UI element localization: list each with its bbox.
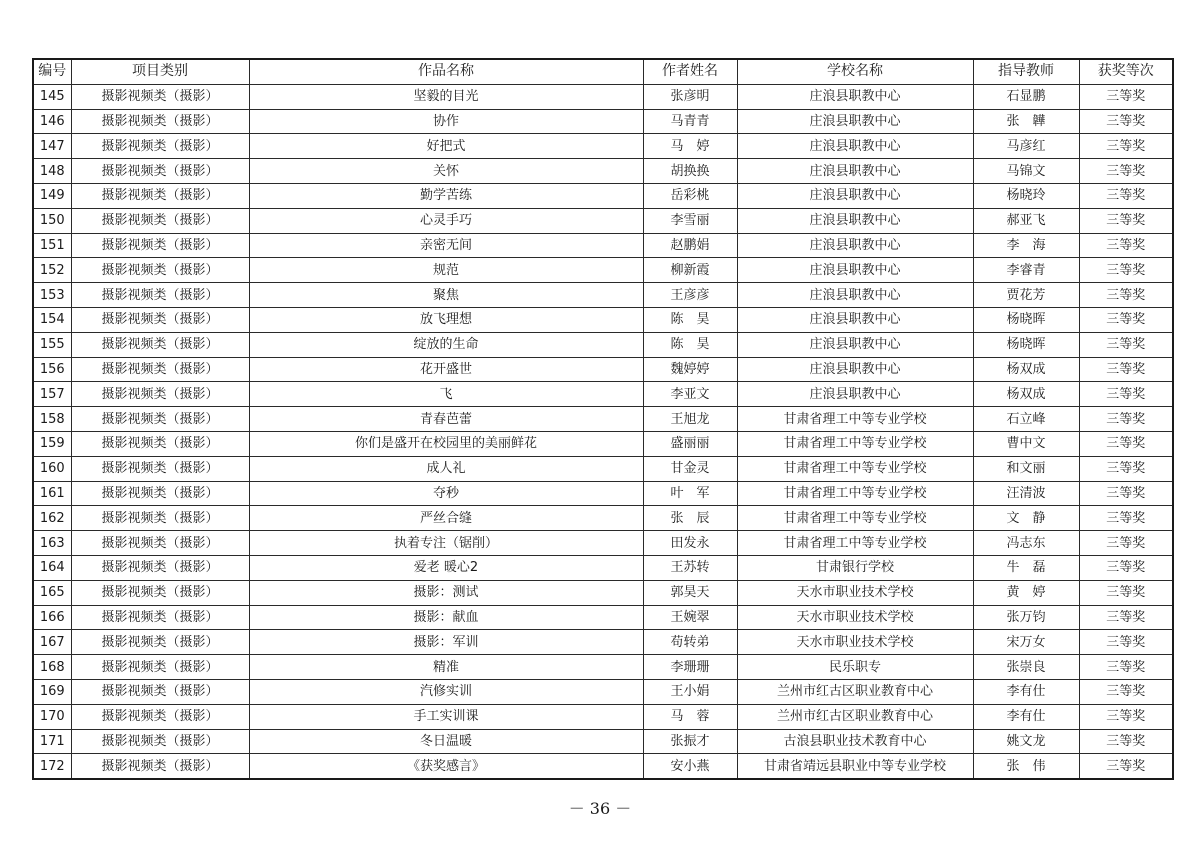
cell-author: 王彦彦 [643,283,737,308]
cell-instructor: 张 韡 [973,109,1079,134]
cell-award-level: 三等奖 [1079,630,1173,655]
table-row [33,431,1173,456]
cell-school: 天水市职业技术学校 [737,605,973,630]
cell-author: 李珊珊 [643,655,737,680]
cell-number: 163 [33,531,71,556]
cell-award-level: 三等奖 [1079,605,1173,630]
cell-category: 摄影视频类（摄影） [71,679,249,704]
cell-author: 王小娟 [643,679,737,704]
cell-award-level: 三等奖 [1079,109,1173,134]
cell-category: 摄影视频类（摄影） [71,729,249,754]
cell-instructor: 黄 婷 [973,580,1079,605]
cell-category: 摄影视频类（摄影） [71,208,249,233]
cell-school: 甘肃省理工中等专业学校 [737,407,973,432]
cell-instructor: 和文丽 [973,456,1079,481]
table-row [33,704,1173,729]
cell-award-level: 三等奖 [1079,283,1173,308]
cell-work-title: 爱老 暖心2 [249,555,643,580]
cell-category: 摄影视频类（摄影） [71,134,249,159]
cell-award-level: 三等奖 [1079,357,1173,382]
cell-work-title: 聚焦 [249,283,643,308]
cell-instructor: 李 海 [973,233,1079,258]
cell-instructor: 曹中文 [973,431,1079,456]
cell-number: 166 [33,605,71,630]
cell-number: 155 [33,332,71,357]
cell-category: 摄影视频类（摄影） [71,233,249,258]
cell-award-level: 三等奖 [1079,555,1173,580]
cell-award-level: 三等奖 [1079,183,1173,208]
table-row [33,481,1173,506]
cell-author: 盛丽丽 [643,431,737,456]
table-row [33,233,1173,258]
cell-category: 摄影视频类（摄影） [71,531,249,556]
cell-number: 168 [33,655,71,680]
table-row [33,183,1173,208]
award-table-container [32,58,1172,780]
cell-school: 古浪县职业技术教育中心 [737,729,973,754]
table-row [33,555,1173,580]
cell-school: 庄浪县职教中心 [737,307,973,332]
cell-author: 郭昊天 [643,580,737,605]
header-award-level: 获奖等次 [1079,59,1173,84]
cell-category: 摄影视频类（摄影） [71,605,249,630]
cell-author: 魏婷婷 [643,357,737,382]
cell-award-level: 三等奖 [1079,580,1173,605]
cell-work-title: 执着专注（锯削） [249,531,643,556]
table-row [33,531,1173,556]
header-school: 学校名称 [737,59,973,84]
cell-award-level: 三等奖 [1079,307,1173,332]
cell-work-title: 飞 [249,382,643,407]
cell-work-title: 勤学苦练 [249,183,643,208]
cell-work-title: 协作 [249,109,643,134]
cell-school: 庄浪县职教中心 [737,332,973,357]
cell-award-level: 三等奖 [1079,754,1173,779]
cell-work-title: 摄影：测试 [249,580,643,605]
cell-work-title: 夺秒 [249,481,643,506]
cell-school: 甘肃省理工中等专业学校 [737,456,973,481]
cell-school: 庄浪县职教中心 [737,283,973,308]
cell-award-level: 三等奖 [1079,431,1173,456]
cell-instructor: 李睿青 [973,258,1079,283]
cell-school: 庄浪县职教中心 [737,183,973,208]
cell-school: 兰州市红古区职业教育中心 [737,679,973,704]
cell-school: 庄浪县职教中心 [737,84,973,109]
cell-category: 摄影视频类（摄影） [71,580,249,605]
header-category: 项目类别 [71,59,249,84]
table-row [33,407,1173,432]
cell-instructor: 马锦文 [973,159,1079,184]
table-row [33,580,1173,605]
cell-number: 171 [33,729,71,754]
cell-work-title: 成人礼 [249,456,643,481]
header-author: 作者姓名 [643,59,737,84]
cell-number: 160 [33,456,71,481]
cell-instructor: 马彦红 [973,134,1079,159]
cell-award-level: 三等奖 [1079,456,1173,481]
cell-school: 民乐职专 [737,655,973,680]
cell-instructor: 李有仕 [973,679,1079,704]
table-row [33,109,1173,134]
cell-award-level: 三等奖 [1079,332,1173,357]
cell-number: 153 [33,283,71,308]
cell-author: 王婉翠 [643,605,737,630]
table-row [33,283,1173,308]
cell-work-title: 放飞理想 [249,307,643,332]
cell-author: 岳彩桃 [643,183,737,208]
cell-instructor: 文 静 [973,506,1079,531]
cell-author: 柳新霞 [643,258,737,283]
cell-instructor: 杨晓晖 [973,307,1079,332]
table-row [33,307,1173,332]
table-row [33,630,1173,655]
award-table [32,58,1174,780]
cell-work-title: 冬日温暖 [249,729,643,754]
table-row [33,84,1173,109]
cell-number: 151 [33,233,71,258]
cell-instructor: 杨双成 [973,382,1079,407]
cell-work-title: 关怀 [249,159,643,184]
cell-author: 马青青 [643,109,737,134]
cell-number: 156 [33,357,71,382]
cell-author: 苟转弟 [643,630,737,655]
cell-award-level: 三等奖 [1079,531,1173,556]
cell-school: 甘肃省理工中等专业学校 [737,531,973,556]
cell-category: 摄影视频类（摄影） [71,655,249,680]
cell-author: 甘金灵 [643,456,737,481]
cell-work-title: 心灵手巧 [249,208,643,233]
cell-instructor: 贾花芳 [973,283,1079,308]
cell-number: 161 [33,481,71,506]
cell-work-title: 摄影：军训 [249,630,643,655]
cell-number: 154 [33,307,71,332]
cell-school: 庄浪县职教中心 [737,159,973,184]
cell-instructor: 郝亚飞 [973,208,1079,233]
cell-number: 158 [33,407,71,432]
cell-work-title: 青春芭蕾 [249,407,643,432]
cell-author: 张彦明 [643,84,737,109]
cell-instructor: 张 伟 [973,754,1079,779]
cell-instructor: 张万钧 [973,605,1079,630]
cell-instructor: 冯志东 [973,531,1079,556]
table-row [33,258,1173,283]
cell-instructor: 石立峰 [973,407,1079,432]
cell-award-level: 三等奖 [1079,382,1173,407]
cell-award-level: 三等奖 [1079,407,1173,432]
cell-number: 148 [33,159,71,184]
cell-number: 170 [33,704,71,729]
cell-author: 马 婷 [643,134,737,159]
cell-work-title: 规范 [249,258,643,283]
table-row [33,357,1173,382]
cell-author: 王旭龙 [643,407,737,432]
table-row [33,754,1173,779]
table-row [33,655,1173,680]
cell-category: 摄影视频类（摄影） [71,283,249,308]
cell-school: 甘肃省理工中等专业学校 [737,506,973,531]
cell-category: 摄影视频类（摄影） [71,307,249,332]
cell-category: 摄影视频类（摄影） [71,357,249,382]
table-row [33,506,1173,531]
cell-number: 152 [33,258,71,283]
cell-category: 摄影视频类（摄影） [71,109,249,134]
cell-category: 摄影视频类（摄影） [71,456,249,481]
header-number: 编号 [33,59,71,84]
cell-work-title: 绽放的生命 [249,332,643,357]
cell-instructor: 姚文龙 [973,729,1079,754]
cell-author: 张振才 [643,729,737,754]
cell-number: 157 [33,382,71,407]
table-row [33,605,1173,630]
cell-number: 169 [33,679,71,704]
cell-category: 摄影视频类（摄影） [71,159,249,184]
cell-author: 陈 昊 [643,332,737,357]
cell-number: 149 [33,183,71,208]
table-row [33,729,1173,754]
cell-school: 庄浪县职教中心 [737,357,973,382]
cell-instructor: 牛 磊 [973,555,1079,580]
cell-category: 摄影视频类（摄影） [71,258,249,283]
cell-award-level: 三等奖 [1079,134,1173,159]
cell-author: 李亚文 [643,382,737,407]
cell-work-title: 汽修实训 [249,679,643,704]
cell-school: 庄浪县职教中心 [737,382,973,407]
cell-instructor: 杨双成 [973,357,1079,382]
cell-school: 甘肃银行学校 [737,555,973,580]
cell-author: 张 辰 [643,506,737,531]
cell-instructor: 汪清波 [973,481,1079,506]
cell-instructor: 杨晓玲 [973,183,1079,208]
cell-work-title: 严丝合缝 [249,506,643,531]
cell-category: 摄影视频类（摄影） [71,481,249,506]
cell-category: 摄影视频类（摄影） [71,332,249,357]
table-row [33,382,1173,407]
cell-number: 167 [33,630,71,655]
cell-number: 150 [33,208,71,233]
cell-number: 164 [33,555,71,580]
cell-author: 王苏转 [643,555,737,580]
cell-author: 叶 军 [643,481,737,506]
table-row [33,134,1173,159]
cell-author: 李雪丽 [643,208,737,233]
cell-author: 安小燕 [643,754,737,779]
cell-school: 庄浪县职教中心 [737,109,973,134]
cell-category: 摄影视频类（摄影） [71,183,249,208]
cell-number: 147 [33,134,71,159]
cell-award-level: 三等奖 [1079,159,1173,184]
cell-category: 摄影视频类（摄影） [71,704,249,729]
cell-number: 146 [33,109,71,134]
cell-instructor: 李有仕 [973,704,1079,729]
cell-author: 田发永 [643,531,737,556]
cell-number: 145 [33,84,71,109]
page-number: － 36 － [568,799,632,818]
cell-award-level: 三等奖 [1079,258,1173,283]
cell-number: 159 [33,431,71,456]
cell-work-title: 手工实训课 [249,704,643,729]
cell-work-title: 亲密无间 [249,233,643,258]
cell-author: 赵鹏娟 [643,233,737,258]
cell-category: 摄影视频类（摄影） [71,431,249,456]
cell-school: 甘肃省靖远县职业中等专业学校 [737,754,973,779]
cell-school: 庄浪县职教中心 [737,258,973,283]
cell-author: 陈 昊 [643,307,737,332]
cell-category: 摄影视频类（摄影） [71,630,249,655]
cell-category: 摄影视频类（摄影） [71,84,249,109]
cell-category: 摄影视频类（摄影） [71,506,249,531]
cell-work-title: 精准 [249,655,643,680]
cell-work-title: 你们是盛开在校园里的美丽鲜花 [249,431,643,456]
table-row [33,456,1173,481]
cell-author: 胡换换 [643,159,737,184]
cell-work-title: 好把式 [249,134,643,159]
cell-instructor: 杨晓晖 [973,332,1079,357]
table-row [33,208,1173,233]
header-instructor: 指导教师 [973,59,1079,84]
cell-author: 马 蓉 [643,704,737,729]
cell-award-level: 三等奖 [1079,655,1173,680]
table-row [33,159,1173,184]
cell-category: 摄影视频类（摄影） [71,407,249,432]
table-header-row [33,59,1173,84]
cell-number: 162 [33,506,71,531]
cell-work-title: 坚毅的目光 [249,84,643,109]
cell-work-title: 花开盛世 [249,357,643,382]
table-row [33,332,1173,357]
cell-school: 兰州市红古区职业教育中心 [737,704,973,729]
cell-school: 庄浪县职教中心 [737,208,973,233]
cell-instructor: 宋万女 [973,630,1079,655]
cell-work-title: 摄影：献血 [249,605,643,630]
cell-instructor: 张崇良 [973,655,1079,680]
cell-award-level: 三等奖 [1079,729,1173,754]
cell-school: 甘肃省理工中等专业学校 [737,431,973,456]
cell-category: 摄影视频类（摄影） [71,382,249,407]
cell-school: 庄浪县职教中心 [737,233,973,258]
cell-award-level: 三等奖 [1079,704,1173,729]
cell-award-level: 三等奖 [1079,233,1173,258]
cell-number: 172 [33,754,71,779]
header-work-title: 作品名称 [249,59,643,84]
cell-work-title: 《获奖感言》 [249,754,643,779]
cell-award-level: 三等奖 [1079,208,1173,233]
cell-award-level: 三等奖 [1079,679,1173,704]
cell-instructor: 石显鹏 [973,84,1079,109]
cell-award-level: 三等奖 [1079,481,1173,506]
cell-school: 天水市职业技术学校 [737,630,973,655]
cell-category: 摄影视频类（摄影） [71,555,249,580]
table-row [33,679,1173,704]
cell-award-level: 三等奖 [1079,84,1173,109]
cell-school: 甘肃省理工中等专业学校 [737,481,973,506]
cell-award-level: 三等奖 [1079,506,1173,531]
cell-number: 165 [33,580,71,605]
cell-school: 天水市职业技术学校 [737,580,973,605]
cell-school: 庄浪县职教中心 [737,134,973,159]
cell-category: 摄影视频类（摄影） [71,754,249,779]
